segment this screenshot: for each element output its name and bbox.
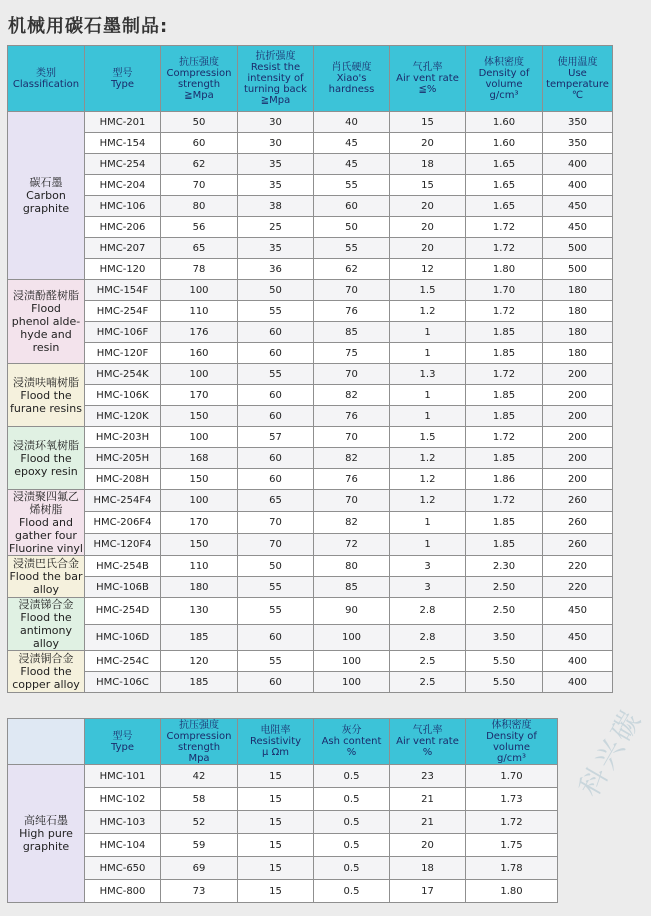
table-cell: 20 (390, 133, 466, 154)
table-cell: HMC-800 (85, 880, 161, 903)
table-cell: 55 (238, 598, 314, 625)
table-row (8, 857, 558, 880)
table-row (8, 133, 613, 154)
table-row (8, 364, 613, 385)
table-cell: HMC-106 (85, 196, 161, 217)
table-cell: 60 (238, 322, 314, 343)
table-cell: 260 (543, 534, 613, 556)
table-cell: 350 (543, 133, 613, 154)
column-header: 体积密度 Density of volume g/cm³ (466, 719, 558, 765)
table-cell: 100 (161, 364, 238, 385)
table-cell: 185 (161, 624, 238, 651)
table-cell: 168 (161, 448, 238, 469)
table-row (8, 512, 613, 534)
table-cell: HMC-154F (85, 280, 161, 301)
table-cell: 1.65 (466, 175, 543, 196)
table-cell: HMC-254 (85, 154, 161, 175)
table-cell: 58 (161, 788, 238, 811)
table-cell: 100 (314, 672, 390, 693)
table-cell: 400 (543, 154, 613, 175)
table-cell: HMC-104 (85, 834, 161, 857)
table-cell: 60 (238, 385, 314, 406)
table-cell: 76 (314, 469, 390, 490)
table-cell: 23 (390, 765, 466, 788)
table-cell: 3.50 (466, 624, 543, 651)
table-cell: 1.60 (466, 133, 543, 154)
table-cell: 220 (543, 577, 613, 598)
column-header: 肖氏硬度 Xiao's hardness (314, 46, 390, 112)
table-row (8, 217, 613, 238)
table-cell: 1 (390, 406, 466, 427)
table-cell: 60 (314, 196, 390, 217)
table-cell: 100 (161, 427, 238, 448)
table-cell: 1.85 (466, 343, 543, 364)
category-cell: 碳石墨 Carbon graphite (8, 112, 85, 280)
table-cell: 0.5 (314, 857, 390, 880)
table-cell: HMC-203H (85, 427, 161, 448)
table-cell: 450 (543, 598, 613, 625)
table-cell: 50 (238, 556, 314, 577)
page-title: 机械用碳石墨制品: (8, 16, 169, 37)
category-cell: 浸渍锑合金 Flood the antimony alloy (8, 598, 85, 651)
table-row (8, 154, 613, 175)
table-cell: 1.3 (390, 364, 466, 385)
table-cell: 1.70 (466, 280, 543, 301)
table-cell: 2.5 (390, 672, 466, 693)
table-row (8, 196, 613, 217)
table-cell: 78 (161, 259, 238, 280)
table-row (8, 811, 558, 834)
table-cell: 76 (314, 301, 390, 322)
column-header: 抗折强度 Resist the intensity of turning back ≧Mpa (238, 46, 314, 112)
table-cell: 38 (238, 196, 314, 217)
table-cell: 55 (314, 238, 390, 259)
table-cell: 1.78 (466, 857, 558, 880)
table-cell: 30 (238, 112, 314, 133)
table-cell: 170 (161, 385, 238, 406)
column-header: 型号 Type (85, 46, 161, 112)
table-cell: 1.2 (390, 301, 466, 322)
table-row (8, 238, 613, 259)
table-cell: 62 (161, 154, 238, 175)
table-cell: 21 (390, 811, 466, 834)
table-cell: 60 (238, 469, 314, 490)
table-cell: 1 (390, 512, 466, 534)
category-cell: 浸渍铜合金 Flood the copper alloy (8, 651, 85, 693)
table-row (8, 556, 613, 577)
table-row (8, 343, 613, 364)
table-cell: 1 (390, 534, 466, 556)
table-cell: 76 (314, 406, 390, 427)
category-cell: 浸渍酚醛树脂 Flood phenol alde- hyde and resin (8, 280, 85, 364)
table-cell: HMC-208H (85, 469, 161, 490)
table-cell: 1.86 (466, 469, 543, 490)
table-cell: 45 (314, 133, 390, 154)
table-cell: 1.2 (390, 490, 466, 512)
table-cell: 180 (543, 301, 613, 322)
table-cell: 60 (238, 343, 314, 364)
table-cell: 15 (238, 765, 314, 788)
table-cell: 50 (238, 280, 314, 301)
table-cell: 150 (161, 534, 238, 556)
table-cell: 70 (314, 427, 390, 448)
category-cell: 浸渍巴氏合金 Flood the bar alloy (9, 557, 83, 596)
table-cell: HMC-101 (85, 765, 161, 788)
high-pure-graphite-table (7, 718, 558, 903)
category-cell: 浸渍呋喃树脂 Flood the furane resins (8, 364, 85, 427)
watermark-text: 科兴碳 (572, 702, 649, 803)
table-cell: 60 (238, 672, 314, 693)
column-header: 气孔率 Air vent rate ≦% (390, 46, 466, 112)
table-cell: 1.72 (466, 301, 543, 322)
table-cell: 50 (314, 217, 390, 238)
table-cell: 21 (390, 788, 466, 811)
table-cell: HMC-120K (85, 406, 161, 427)
table-cell: 5.50 (466, 672, 543, 693)
table-cell: 1.85 (466, 448, 543, 469)
table-cell: 1.72 (466, 427, 543, 448)
table-cell: HMC-254F (85, 301, 161, 322)
table-cell: 60 (161, 133, 238, 154)
table-cell: 170 (161, 512, 238, 534)
column-header: 灰分 Ash content % (314, 719, 390, 765)
table-cell: 1.65 (466, 196, 543, 217)
table-cell: 45 (314, 154, 390, 175)
table-cell: 20 (390, 196, 466, 217)
table-cell: 15 (238, 880, 314, 903)
column-header: 电阻率 Resistivity μ Ωm (238, 719, 314, 765)
table-cell: 70 (238, 512, 314, 534)
table-cell: 1 (390, 343, 466, 364)
table-cell: 200 (543, 427, 613, 448)
table-row (8, 301, 613, 322)
table-cell: HMC-106K (85, 385, 161, 406)
table-cell: 5.50 (466, 651, 543, 672)
table-cell: HMC-254D (85, 598, 161, 625)
category-cell: 浸渍聚四氟乙 烯树脂 Flood and gather four Fluorine vinyl (8, 490, 83, 555)
table-cell: 15 (238, 788, 314, 811)
table-cell: 2.8 (390, 598, 466, 625)
table-row (8, 598, 613, 625)
table-cell: 55 (314, 175, 390, 196)
table-cell: 72 (314, 534, 390, 556)
table-row (8, 385, 613, 406)
table-row (8, 427, 613, 448)
table-cell: 180 (543, 343, 613, 364)
table-cell: 55 (238, 651, 314, 672)
table-cell: 1.72 (466, 217, 543, 238)
table-cell: 70 (314, 490, 390, 512)
table-cell: 20 (390, 217, 466, 238)
table-cell: 15 (238, 834, 314, 857)
table-row (8, 672, 613, 693)
table-cell: HMC-106F (85, 322, 161, 343)
table-cell: 200 (543, 406, 613, 427)
table-cell: HMC-204 (85, 175, 161, 196)
table-cell: 200 (543, 469, 613, 490)
table-cell: 70 (161, 175, 238, 196)
table-cell: 75 (314, 343, 390, 364)
table-cell: HMC-650 (85, 857, 161, 880)
table-row (8, 469, 613, 490)
table-cell: 70 (314, 280, 390, 301)
table-cell: 100 (314, 651, 390, 672)
table-cell: 60 (238, 624, 314, 651)
column-header: 使用温度 Use temperature ℃ (543, 46, 613, 112)
table-cell: 15 (390, 112, 466, 133)
table-cell: 450 (543, 196, 613, 217)
table-row (8, 788, 558, 811)
table-cell: 400 (543, 672, 613, 693)
table-cell: HMC-254F4 (85, 490, 161, 512)
table-cell: 350 (543, 112, 613, 133)
table-cell: 160 (161, 343, 238, 364)
table-cell: 150 (161, 469, 238, 490)
table-row (8, 577, 613, 598)
table-cell: 180 (543, 280, 613, 301)
table-cell: 55 (238, 577, 314, 598)
table-row (8, 280, 613, 301)
table-cell: 176 (161, 322, 238, 343)
table-cell: 2.8 (390, 624, 466, 651)
table-cell: 100 (161, 280, 238, 301)
table-row (8, 834, 558, 857)
table-cell: 1.60 (466, 112, 543, 133)
table-cell: 1.72 (466, 490, 543, 512)
column-header: 抗压强度 Compression strength ≧Mpa (161, 46, 238, 112)
table-cell: 1.5 (390, 427, 466, 448)
table-cell: 260 (543, 490, 613, 512)
table-cell: 56 (161, 217, 238, 238)
table-header-row (8, 719, 558, 765)
table-cell: 25 (238, 217, 314, 238)
table-cell: 15 (238, 811, 314, 834)
table-row (8, 112, 613, 133)
table-cell: 185 (161, 672, 238, 693)
table-cell: 1.85 (466, 512, 543, 534)
table-row (8, 651, 613, 672)
table-cell: 12 (390, 259, 466, 280)
table-cell: 1.75 (466, 834, 558, 857)
table-cell: 0.5 (314, 765, 390, 788)
table-cell: 500 (543, 238, 613, 259)
table-cell: 450 (543, 624, 613, 651)
table-cell: 1.85 (466, 385, 543, 406)
table-cell: 2.5 (390, 651, 466, 672)
table-cell: 60 (238, 406, 314, 427)
table-row (8, 765, 558, 788)
table-cell: 500 (543, 259, 613, 280)
table-row (8, 322, 613, 343)
table-cell: 260 (543, 512, 613, 534)
table-cell: 200 (543, 364, 613, 385)
table-cell: 90 (314, 598, 390, 625)
table-row (8, 624, 613, 651)
table-cell: 82 (314, 512, 390, 534)
table-cell: 82 (314, 448, 390, 469)
table-cell: 59 (161, 834, 238, 857)
table-cell: 0.5 (314, 811, 390, 834)
table-cell: 57 (238, 427, 314, 448)
table-cell: 1.72 (466, 364, 543, 385)
table-cell: HMC-102 (85, 788, 161, 811)
table-cell: 1 (390, 385, 466, 406)
table-cell: 2.50 (466, 577, 543, 598)
table-cell: 15 (238, 857, 314, 880)
table-row (8, 448, 613, 469)
table-cell: HMC-254C (85, 651, 161, 672)
table-cell: HMC-201 (85, 112, 161, 133)
table-cell: HMC-120 (85, 259, 161, 280)
table-cell: 450 (543, 217, 613, 238)
table-cell: 80 (314, 556, 390, 577)
table-cell: 1.2 (390, 448, 466, 469)
table-cell: 18 (390, 154, 466, 175)
table-cell: 180 (161, 577, 238, 598)
table-cell: 1.85 (466, 322, 543, 343)
table-cell: 17 (390, 880, 466, 903)
table-cell: 2.50 (466, 598, 543, 625)
column-header: 抗压强度 Compression strength Mpa (161, 719, 238, 765)
table-cell: 3 (390, 556, 466, 577)
table-cell: 35 (238, 175, 314, 196)
table-cell: 110 (161, 556, 238, 577)
table-cell: 80 (161, 196, 238, 217)
table-cell: 100 (314, 624, 390, 651)
table-cell: 400 (543, 651, 613, 672)
table-cell: 73 (161, 880, 238, 903)
table-cell: HMC-206 (85, 217, 161, 238)
table-cell: 60 (238, 448, 314, 469)
table-cell: 0.5 (314, 834, 390, 857)
table-header-row (8, 46, 613, 112)
table-cell: 130 (161, 598, 238, 625)
table-cell: 1.65 (466, 154, 543, 175)
table-cell: 120 (161, 651, 238, 672)
table-cell: 15 (390, 175, 466, 196)
table-cell: HMC-254B (85, 556, 161, 577)
table-cell: 65 (238, 490, 314, 512)
carbon-graphite-products-table (7, 45, 613, 693)
table-cell: 65 (161, 238, 238, 259)
table-row (8, 880, 558, 903)
table-cell: 1.72 (466, 238, 543, 259)
table-cell: 400 (543, 175, 613, 196)
column-header (8, 719, 85, 765)
table-cell: HMC-120F4 (85, 534, 161, 556)
column-header: 型号 Type (85, 719, 161, 765)
table-cell: HMC-106D (85, 624, 161, 651)
table-cell: 55 (238, 364, 314, 385)
table-cell: HMC-106C (85, 672, 161, 693)
table-cell: 180 (543, 322, 613, 343)
table-cell: 55 (238, 301, 314, 322)
table-row (8, 534, 613, 556)
table-cell: 52 (161, 811, 238, 834)
table-cell: 1.70 (466, 765, 558, 788)
column-header: 类别 Classification (8, 46, 85, 112)
category-cell: 高纯石墨 High pure graphite (8, 765, 85, 903)
table-cell: 220 (543, 556, 613, 577)
table-row (8, 406, 613, 427)
table-cell: HMC-254K (85, 364, 161, 385)
table-cell: 70 (238, 534, 314, 556)
category-cell: 浸渍环氧树脂 Flood the epoxy resin (8, 427, 85, 490)
table-cell: 36 (238, 259, 314, 280)
table-cell: 20 (390, 238, 466, 259)
table-cell: 85 (314, 577, 390, 598)
table-cell: HMC-205H (85, 448, 161, 469)
table-cell: 1.80 (466, 880, 558, 903)
table-cell: 1.5 (390, 280, 466, 301)
table-cell: 150 (161, 406, 238, 427)
table-cell: 110 (161, 301, 238, 322)
table-cell: 0.5 (314, 788, 390, 811)
column-header: 气孔率 Air vent rate % (390, 719, 466, 765)
table-cell: 1.2 (390, 469, 466, 490)
table-cell: 1.85 (466, 406, 543, 427)
column-header: 体积密度 Density of volume g/cm³ (466, 46, 543, 112)
table-row (8, 259, 613, 280)
table-cell: 1.80 (466, 259, 543, 280)
table-cell: 20 (390, 834, 466, 857)
table-cell: 1.85 (466, 534, 543, 556)
table-cell: 1.72 (466, 811, 558, 834)
table-cell: 82 (314, 385, 390, 406)
table-cell: HMC-103 (85, 811, 161, 834)
table-cell: 2.30 (466, 556, 543, 577)
table-cell: HMC-206F4 (85, 512, 161, 534)
table-cell: 50 (161, 112, 238, 133)
table-cell: 1.73 (466, 788, 558, 811)
table-cell: 40 (314, 112, 390, 133)
table-cell: 100 (161, 490, 238, 512)
table-cell: 200 (543, 385, 613, 406)
table-cell: 30 (238, 133, 314, 154)
table-cell: 69 (161, 857, 238, 880)
table-cell: 3 (390, 577, 466, 598)
table-cell: 18 (390, 857, 466, 880)
table-cell: 35 (238, 238, 314, 259)
table-cell: 200 (543, 448, 613, 469)
table-cell: 1 (390, 322, 466, 343)
table-row (8, 490, 613, 512)
table-cell: 70 (314, 364, 390, 385)
table-cell: 85 (314, 322, 390, 343)
table-cell: 35 (238, 154, 314, 175)
table-cell: HMC-207 (85, 238, 161, 259)
table-cell: 42 (161, 765, 238, 788)
table-row (8, 175, 613, 196)
table-cell: 62 (314, 259, 390, 280)
table-cell: HMC-154 (85, 133, 161, 154)
table-cell: 0.5 (314, 880, 390, 903)
table-cell: HMC-120F (85, 343, 161, 364)
table-cell: HMC-106B (85, 577, 161, 598)
